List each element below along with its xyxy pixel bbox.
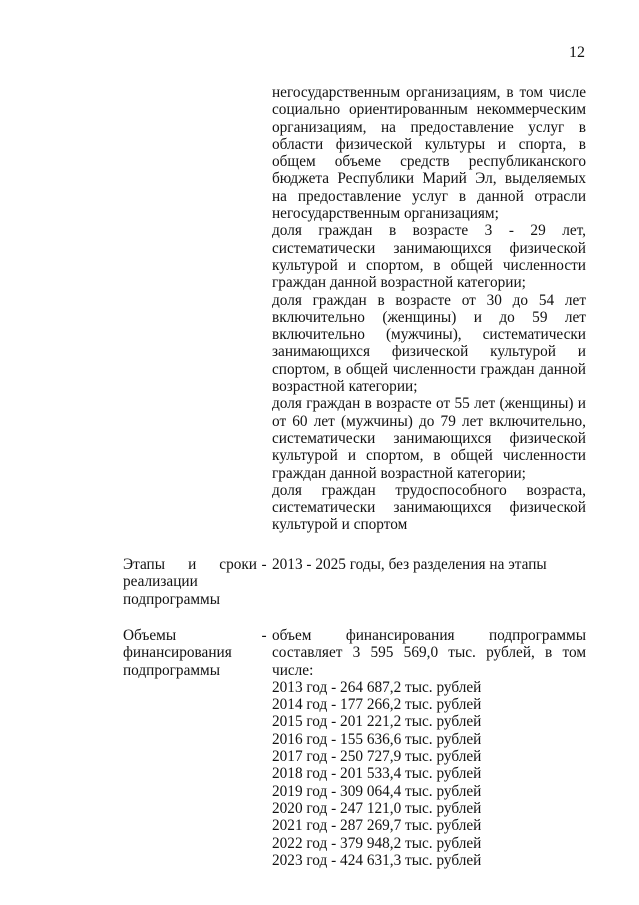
page-number: 12 (569, 44, 585, 61)
financing-year-item: 2013 год - 264 687,2 тыс. рублей (272, 678, 482, 696)
stages-dash: - (261, 556, 267, 573)
indicator-paragraph: доля граждан в возрасте от 30 до 54 лет включительно (женщины) и до 59 лет включительно (мужчины), систематически занимающихся физической культурой и спортом, в общей численности граждан данной возрастной категории; (272, 291, 586, 396)
indicator-paragraph: доля граждан в возрасте от 55 лет (женщины) и от 60 лет (мужчины) до 79 лет включительно, систематически занимающихся физической культурой и спортом, в общей численности граждан данной возрастной категории; (272, 395, 586, 482)
stages-value: 2013 - 2025 годы, без разделения на этапы (272, 556, 547, 573)
financing-label: Объемы финансирования подпрограммы (123, 627, 232, 679)
financing-year-item: 2014 год - 177 266,2 тыс. рублей (272, 696, 482, 714)
indicator-paragraph: негосударственным организациям, в том числе социально ориентированным некоммерческим организациям, на предоставление услуг в области физической культуры и спорта, в общем объеме средств республиканского бюджета Республики Марий Эл, выделяемых на предоставление услуг в данной отрасли негосударственным организациям; (272, 84, 586, 223)
financing-year-item: 2015 год - 201 221,2 тыс. рублей (272, 713, 482, 731)
financing-value (272, 627, 586, 869)
financing-year-item: 2016 год - 155 636,6 тыс. рублей (272, 730, 482, 748)
financing-year-item: 2021 год - 287 269,7 тыс. рублей (272, 817, 482, 835)
financing-year-item: 2017 год - 250 727,9 тыс. рублей (272, 748, 482, 766)
indicator-paragraph: доля граждан трудоспособного возраста, систематически занимающихся физической культурой и спортом (272, 481, 586, 534)
financing-year-list (272, 679, 586, 869)
financing-year-item: 2022 год - 379 948,2 тыс. рублей (272, 834, 482, 852)
indicator-paragraph: доля граждан в возрасте 3 - 29 лет, систематически занимающихся физической культурой и спортом, в общей численности граждан данной возрастной категории; (272, 222, 586, 292)
financing-year-item: 2023 год - 424 631,3 тыс. рублей (272, 851, 482, 869)
indicators-continuation (272, 84, 586, 534)
financing-total: объем финансирования подпрограммы составляет 3 595 569,0 тыс. рублей, в том числе: (272, 627, 586, 679)
financing-year-item: 2019 год - 309 064,4 тыс. рублей (272, 782, 482, 800)
financing-year-item: 2018 год - 201 533,4 тыс. рублей (272, 765, 482, 783)
financing-dash: - (261, 627, 267, 644)
stages-label: Этапы и сроки реализации подпрограммы (123, 556, 257, 608)
financing-year-item: 2020 год - 247 121,0 тыс. рублей (272, 799, 482, 817)
